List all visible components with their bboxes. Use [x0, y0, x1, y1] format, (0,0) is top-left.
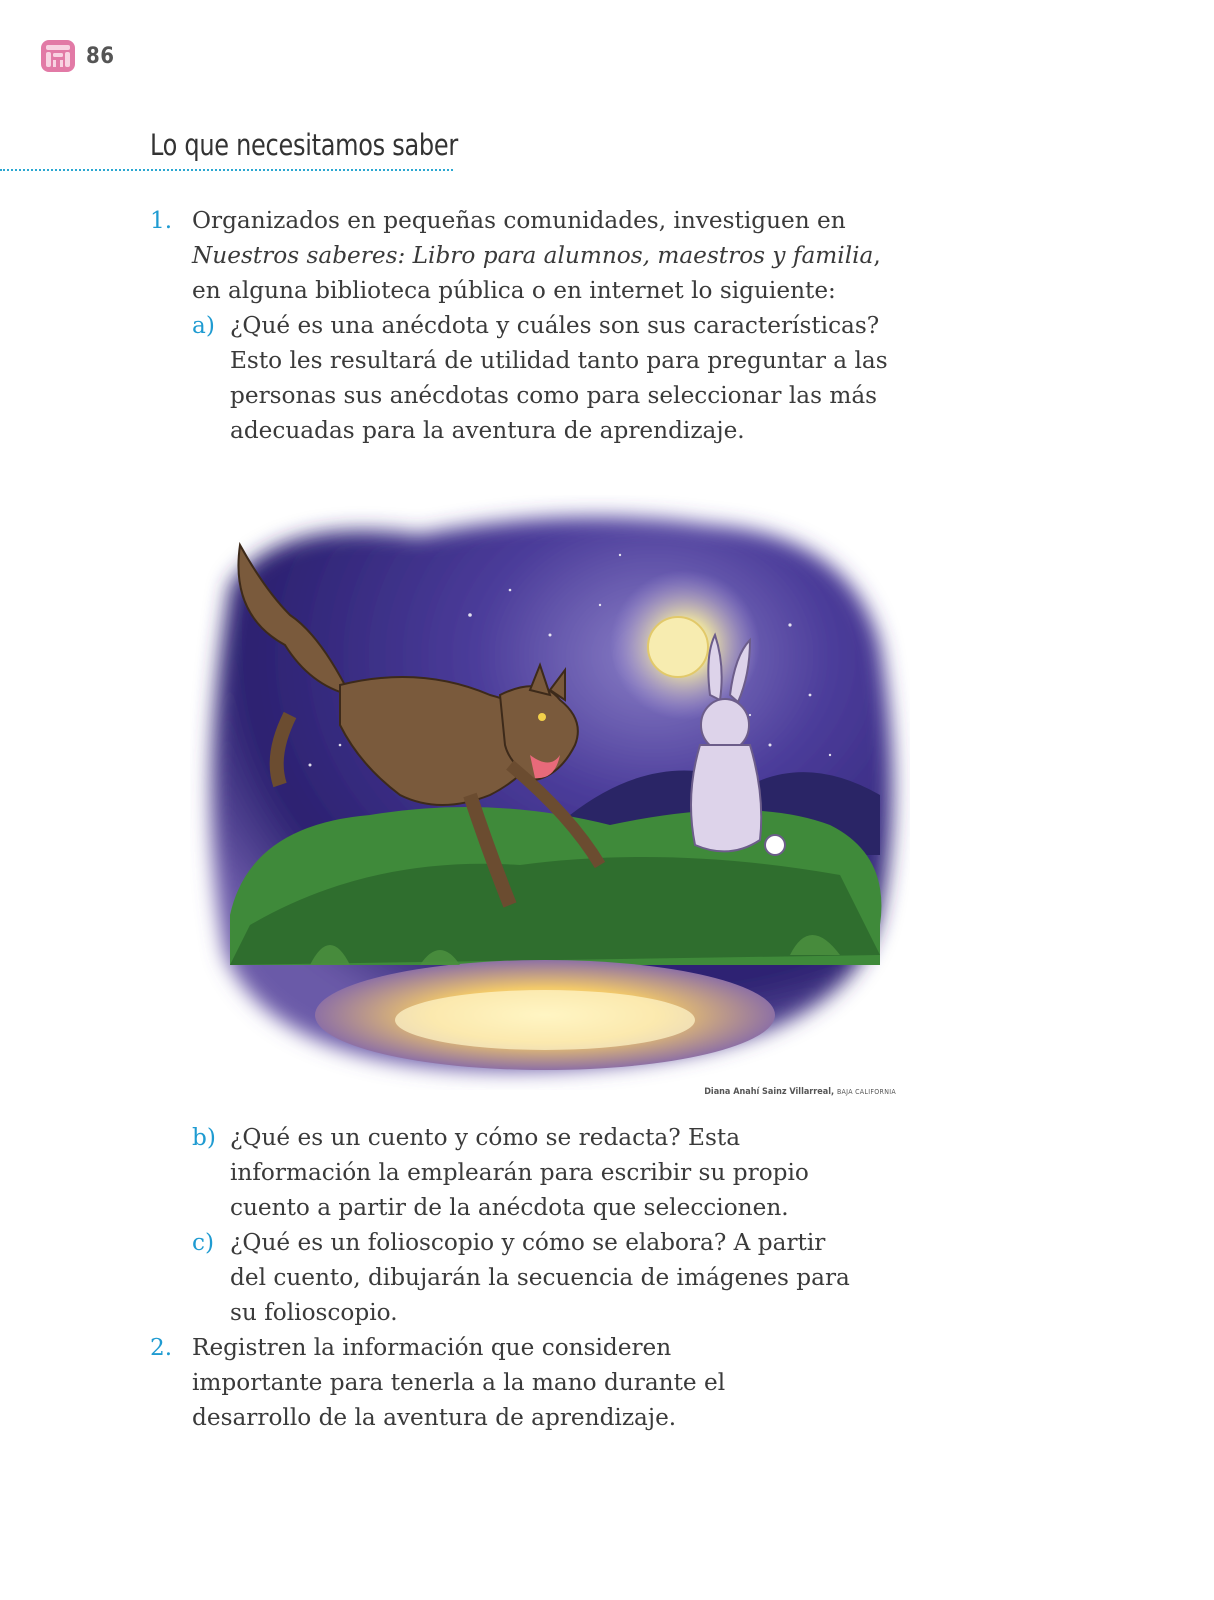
- sub-item-c: [192, 1225, 852, 1330]
- wolf-rabbit-illustration: [190, 495, 910, 1090]
- sub-item-a: [192, 308, 912, 448]
- book-title: Nuestros saberes: Libro para alumnos, maestros y familia: [192, 242, 874, 269]
- item-text-part: en alguna biblioteca pública o en internet lo siguiente:: [192, 277, 836, 304]
- list-item-2: [150, 1330, 790, 1435]
- sub-item-letter: c): [192, 1229, 215, 1256]
- title-dotted-rule: [0, 169, 453, 171]
- section-title: Lo que necesitamos saber: [150, 128, 458, 162]
- credit-name: Diana Anahí Sainz Villarreal,: [704, 1087, 835, 1097]
- sub-item-letter: b): [192, 1124, 216, 1151]
- item-text: [192, 203, 910, 308]
- sub-item-letter: a): [192, 312, 215, 339]
- moon: [648, 617, 708, 677]
- item-number: 2.: [150, 1334, 173, 1361]
- item-number: 1.: [150, 207, 173, 234]
- page-number: 86: [86, 43, 115, 69]
- sub-item-text: ¿Qué es un folioscopio y cómo se elabora? A partir del cuento, dibujarán la secuencia de imágenes para su folioscopio.: [230, 1229, 850, 1326]
- item-text-part: Organizados en pequeñas comunidades, investiguen en: [192, 207, 846, 234]
- maya-glyph-icon: [40, 39, 76, 73]
- sub-item-b: [192, 1120, 852, 1225]
- list-item-1: [150, 203, 910, 308]
- sub-item-text: ¿Qué es una anécdota y cuáles son sus características? Esto les resultará de utilidad tanto para preguntar a las personas sus anécdotas como para seleccionar las más adecuadas para la aventura de aprendizaje.: [230, 312, 888, 444]
- item-text: Registren la información que consideren importante para tenerla a la mano durante el desarrollo de la aventura de aprendizaje.: [192, 1334, 726, 1431]
- illustration-credit: [704, 1087, 896, 1097]
- credit-region: BAJA CALIFORNIA: [836, 1088, 896, 1096]
- item-text-part: ,: [873, 242, 881, 269]
- sub-item-text: ¿Qué es un cuento y cómo se redacta? Esta información la emplearán para escribir su propio cuento a partir de la anécdota que seleccionen.: [230, 1124, 809, 1221]
- page-header: [40, 38, 115, 74]
